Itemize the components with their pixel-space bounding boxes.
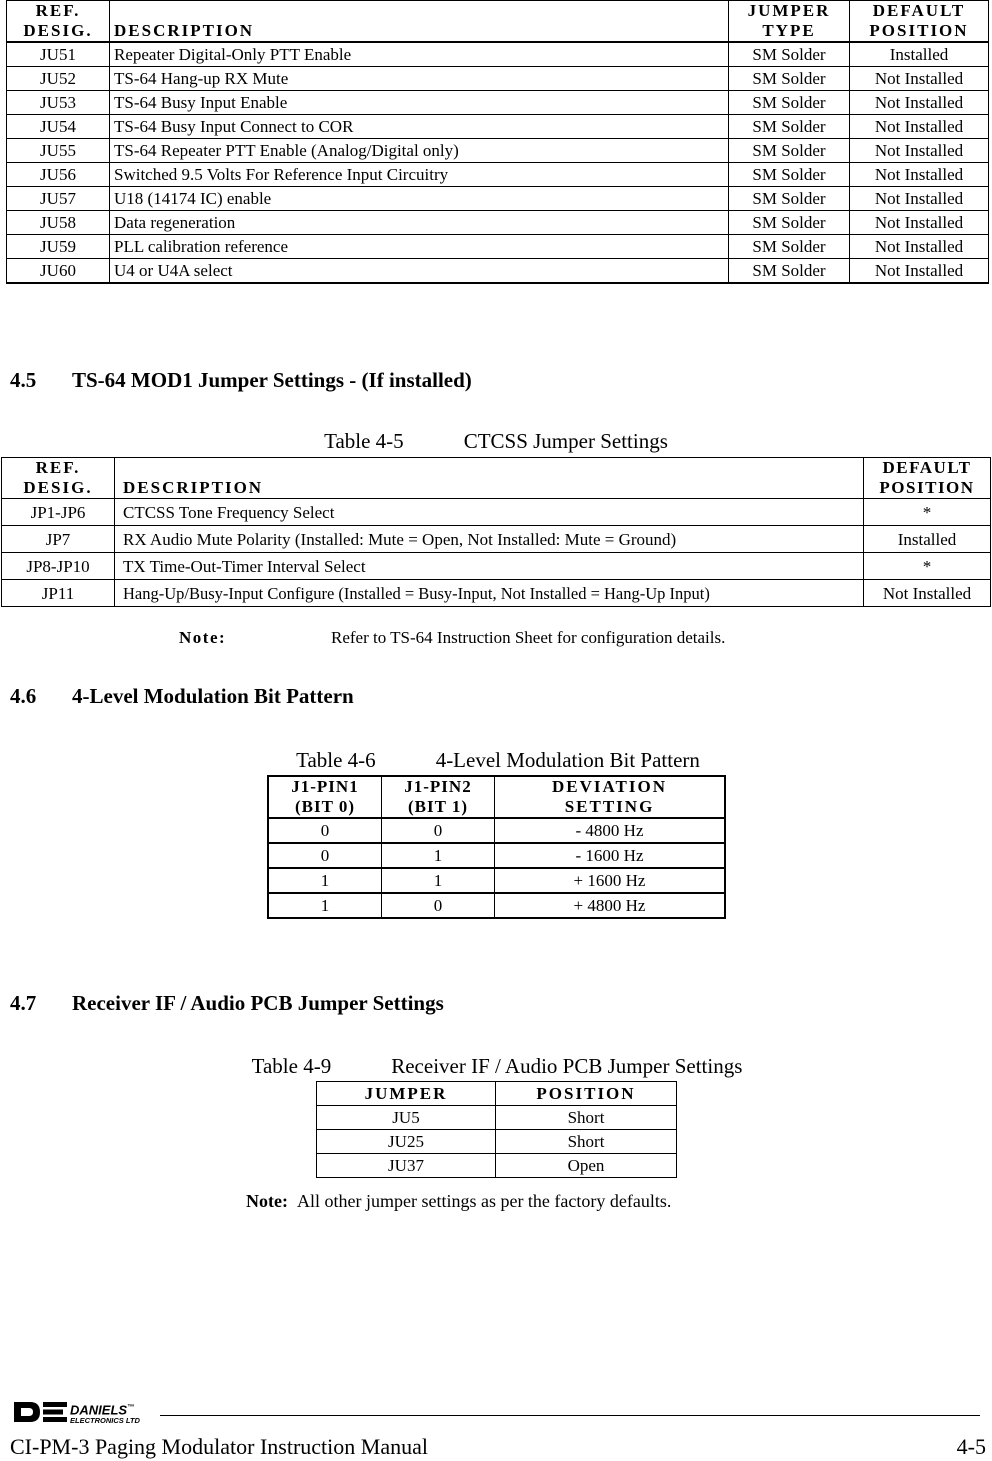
- cell-ref: JU60: [7, 259, 110, 284]
- cell-position: Installed: [850, 42, 989, 67]
- cell-description: Repeater Digital-Only PTT Enable: [110, 42, 729, 67]
- cell-bit0: 0: [268, 843, 382, 868]
- cell-deviation: - 1600 Hz: [495, 843, 726, 868]
- cell-description: TS-64 Hang-up RX Mute: [110, 67, 729, 91]
- note-4-5: [179, 628, 725, 648]
- cell-ref: JU57: [7, 187, 110, 211]
- section-number: 4.7: [10, 991, 37, 1015]
- table-row: [268, 818, 725, 843]
- cell-position: Not Installed: [850, 91, 989, 115]
- cell-bit1: 0: [382, 818, 495, 843]
- cell-type: SM Solder: [729, 259, 850, 284]
- cell-ref: JU58: [7, 211, 110, 235]
- logo-name: DANIELS: [70, 1402, 128, 1418]
- header-line: DESIG.: [23, 478, 93, 497]
- note-label: Note:: [246, 1191, 288, 1211]
- cell-deviation: + 1600 Hz: [495, 868, 726, 893]
- cell-position: Open: [496, 1154, 677, 1178]
- table-header-row: [7, 1, 989, 43]
- table-row: [7, 67, 989, 91]
- cell-ref: JP11: [2, 580, 115, 607]
- logo-wordmark: [70, 1401, 140, 1425]
- table-row: [2, 580, 991, 607]
- header-line: REF.: [35, 1, 81, 20]
- footer-manual-title: CI-PM-3 Paging Modulator Instruction Manual: [10, 1434, 428, 1459]
- cell-ref: JU55: [7, 139, 110, 163]
- table-row: [268, 868, 725, 893]
- section-title: Receiver IF / Audio PCB Jumper Settings: [72, 991, 444, 1015]
- cell-position: Not Installed: [850, 139, 989, 163]
- note-label: Note:: [179, 628, 227, 647]
- cell-type: SM Solder: [729, 91, 850, 115]
- section-heading-4-7: [10, 991, 444, 1016]
- cell-description: U4 or U4A select: [110, 259, 729, 284]
- caption-title: CTCSS Jumper Settings: [463, 429, 668, 453]
- table-row: [7, 235, 989, 259]
- section-number: 4.5: [10, 368, 37, 392]
- cell-position: Not Installed: [850, 67, 989, 91]
- cell-position: Not Installed: [850, 235, 989, 259]
- cell-bit1: 0: [382, 893, 495, 918]
- table-header-row: [2, 458, 991, 499]
- cell-ref: JU51: [7, 42, 110, 67]
- table-row: [7, 259, 989, 284]
- table-row: [317, 1106, 677, 1130]
- cell-jumper: JU5: [317, 1106, 496, 1130]
- cell-position: Not Installed: [850, 259, 989, 284]
- header-jumper: JUMPER: [317, 1082, 496, 1106]
- cell-deviation: + 4800 Hz: [495, 893, 726, 918]
- cell-description: Hang-Up/Busy-Input Configure (Installed = Busy-Input, Not Installed = Hang-Up Input): [115, 580, 864, 607]
- cell-jumper: JU37: [317, 1154, 496, 1178]
- cell-position: Not Installed: [850, 211, 989, 235]
- table-row: [7, 139, 989, 163]
- caption-number: Table 4-5: [324, 429, 404, 453]
- cell-type: SM Solder: [729, 163, 850, 187]
- cell-bit1: 1: [382, 868, 495, 893]
- cell-ref: JU59: [7, 235, 110, 259]
- modulation-bit-table: [267, 775, 726, 919]
- receiver-jumper-table: [316, 1081, 677, 1178]
- header-description: DESCRIPTION: [110, 1, 729, 43]
- cell-ref: JU52: [7, 67, 110, 91]
- cell-ref: JU53: [7, 91, 110, 115]
- cell-description: TX Time-Out-Timer Interval Select: [115, 553, 864, 580]
- ctcss-jumper-table: [1, 457, 991, 607]
- header-line: DEVIATION: [552, 777, 667, 796]
- top-jumper-table: [6, 0, 989, 284]
- section-title: 4-Level Modulation Bit Pattern: [72, 684, 354, 708]
- cell-description: PLL calibration reference: [110, 235, 729, 259]
- note-text: All other jumper settings as per the factory defaults.: [296, 1191, 672, 1211]
- table-row: [317, 1130, 677, 1154]
- cell-bit0: 0: [268, 818, 382, 843]
- table-row: [317, 1154, 677, 1178]
- cell-description: TS-64 Repeater PTT Enable (Analog/Digital only): [110, 139, 729, 163]
- cell-type: SM Solder: [729, 67, 850, 91]
- cell-type: SM Solder: [729, 115, 850, 139]
- cell-type: SM Solder: [729, 139, 850, 163]
- cell-position: Not Installed: [850, 163, 989, 187]
- footer-divider: [160, 1415, 980, 1416]
- daniels-logo: [12, 1401, 140, 1425]
- table-caption-4-9: [0, 1054, 992, 1079]
- table-caption-4-5: [0, 429, 992, 454]
- cell-bit0: 1: [268, 893, 382, 918]
- cell-description: U18 (14174 IC) enable: [110, 187, 729, 211]
- section-heading-4-5: [10, 368, 472, 393]
- section-title: TS-64 MOD1 Jumper Settings - (If installed): [72, 368, 472, 392]
- cell-description: CTCSS Tone Frequency Select: [115, 499, 864, 526]
- cell-type: SM Solder: [729, 211, 850, 235]
- cell-position: Short: [496, 1106, 677, 1130]
- header-description: DESCRIPTION: [115, 458, 864, 499]
- header-line: (BIT 1): [407, 797, 469, 816]
- header-j1-pin1: [268, 776, 382, 818]
- header-line: J1-PIN1: [291, 777, 359, 796]
- cell-description: TS-64 Busy Input Connect to COR: [110, 115, 729, 139]
- header-line: TYPE: [762, 21, 816, 40]
- daniels-de-mark-icon: [12, 1401, 68, 1423]
- table-row: [7, 42, 989, 67]
- table-row: [7, 91, 989, 115]
- header-line: DESIG.: [23, 21, 93, 40]
- cell-position: *: [864, 499, 991, 526]
- caption-title: Receiver IF / Audio PCB Jumper Settings: [391, 1054, 743, 1078]
- table-row: [2, 526, 991, 553]
- header-line: SETTING: [564, 797, 655, 816]
- table-header-row: [268, 776, 725, 818]
- header-line: POSITION: [869, 21, 969, 40]
- cell-type: SM Solder: [729, 42, 850, 67]
- table-row: [2, 499, 991, 526]
- cell-description: Data regeneration: [110, 211, 729, 235]
- header-line: DEFAULT: [882, 458, 972, 477]
- header-ref-desig: [7, 1, 110, 43]
- table-row: [268, 843, 725, 868]
- cell-type: SM Solder: [729, 235, 850, 259]
- header-line: JUMPER: [747, 1, 831, 20]
- cell-position: Not Installed: [850, 115, 989, 139]
- logo-subtitle: ELECTRONICS LTD: [70, 1416, 140, 1426]
- header-jumper-type: [729, 1, 850, 43]
- cell-position: Not Installed: [864, 580, 991, 607]
- cell-ref: JP7: [2, 526, 115, 553]
- table-caption-4-6: [0, 748, 992, 773]
- cell-type: SM Solder: [729, 187, 850, 211]
- cell-position: Not Installed: [850, 187, 989, 211]
- table-row: [7, 115, 989, 139]
- table-header-row: [317, 1082, 677, 1106]
- header-deviation-setting: [495, 776, 726, 818]
- caption-number: Table 4-9: [251, 1054, 332, 1078]
- caption-title: 4-Level Modulation Bit Pattern: [435, 748, 700, 772]
- cell-bit0: 1: [268, 868, 382, 893]
- header-line: DEFAULT: [872, 1, 966, 20]
- caption-number: Table 4-6: [296, 748, 376, 772]
- header-j1-pin2: [382, 776, 495, 818]
- cell-description: TS-64 Busy Input Enable: [110, 91, 729, 115]
- table-row: [7, 163, 989, 187]
- cell-ref: JP1-JP6: [2, 499, 115, 526]
- header-default-position: [850, 1, 989, 43]
- header-ref-desig: [2, 458, 115, 499]
- note-4-7: [246, 1191, 671, 1212]
- cell-position: Short: [496, 1130, 677, 1154]
- footer-page-number: 4-5: [956, 1434, 986, 1459]
- cell-jumper: JU25: [317, 1130, 496, 1154]
- cell-position: Installed: [864, 526, 991, 553]
- table-row: [7, 211, 989, 235]
- header-line: POSITION: [879, 478, 975, 497]
- header-line: (BIT 0): [294, 797, 356, 816]
- cell-ref: JU56: [7, 163, 110, 187]
- table-row: [2, 553, 991, 580]
- header-line: REF.: [35, 458, 81, 477]
- header-line: J1-PIN2: [404, 777, 472, 796]
- section-heading-4-6: [10, 684, 354, 709]
- header-position: POSITION: [496, 1082, 677, 1106]
- cell-deviation: - 4800 Hz: [495, 818, 726, 843]
- cell-position: *: [864, 553, 991, 580]
- table-row: [268, 893, 725, 918]
- section-number: 4.6: [10, 684, 37, 708]
- cell-ref: JU54: [7, 115, 110, 139]
- cell-bit1: 1: [382, 843, 495, 868]
- cell-description: Switched 9.5 Volts For Reference Input Circuitry: [110, 163, 729, 187]
- cell-description: RX Audio Mute Polarity (Installed: Mute = Open, Not Installed: Mute = Ground): [115, 526, 864, 553]
- table-row: [7, 187, 989, 211]
- cell-ref: JP8-JP10: [2, 553, 115, 580]
- note-text: Refer to TS-64 Instruction Sheet for configuration details.: [331, 628, 726, 647]
- logo-tm: ™: [127, 1404, 135, 1411]
- header-default-position: [864, 458, 991, 499]
